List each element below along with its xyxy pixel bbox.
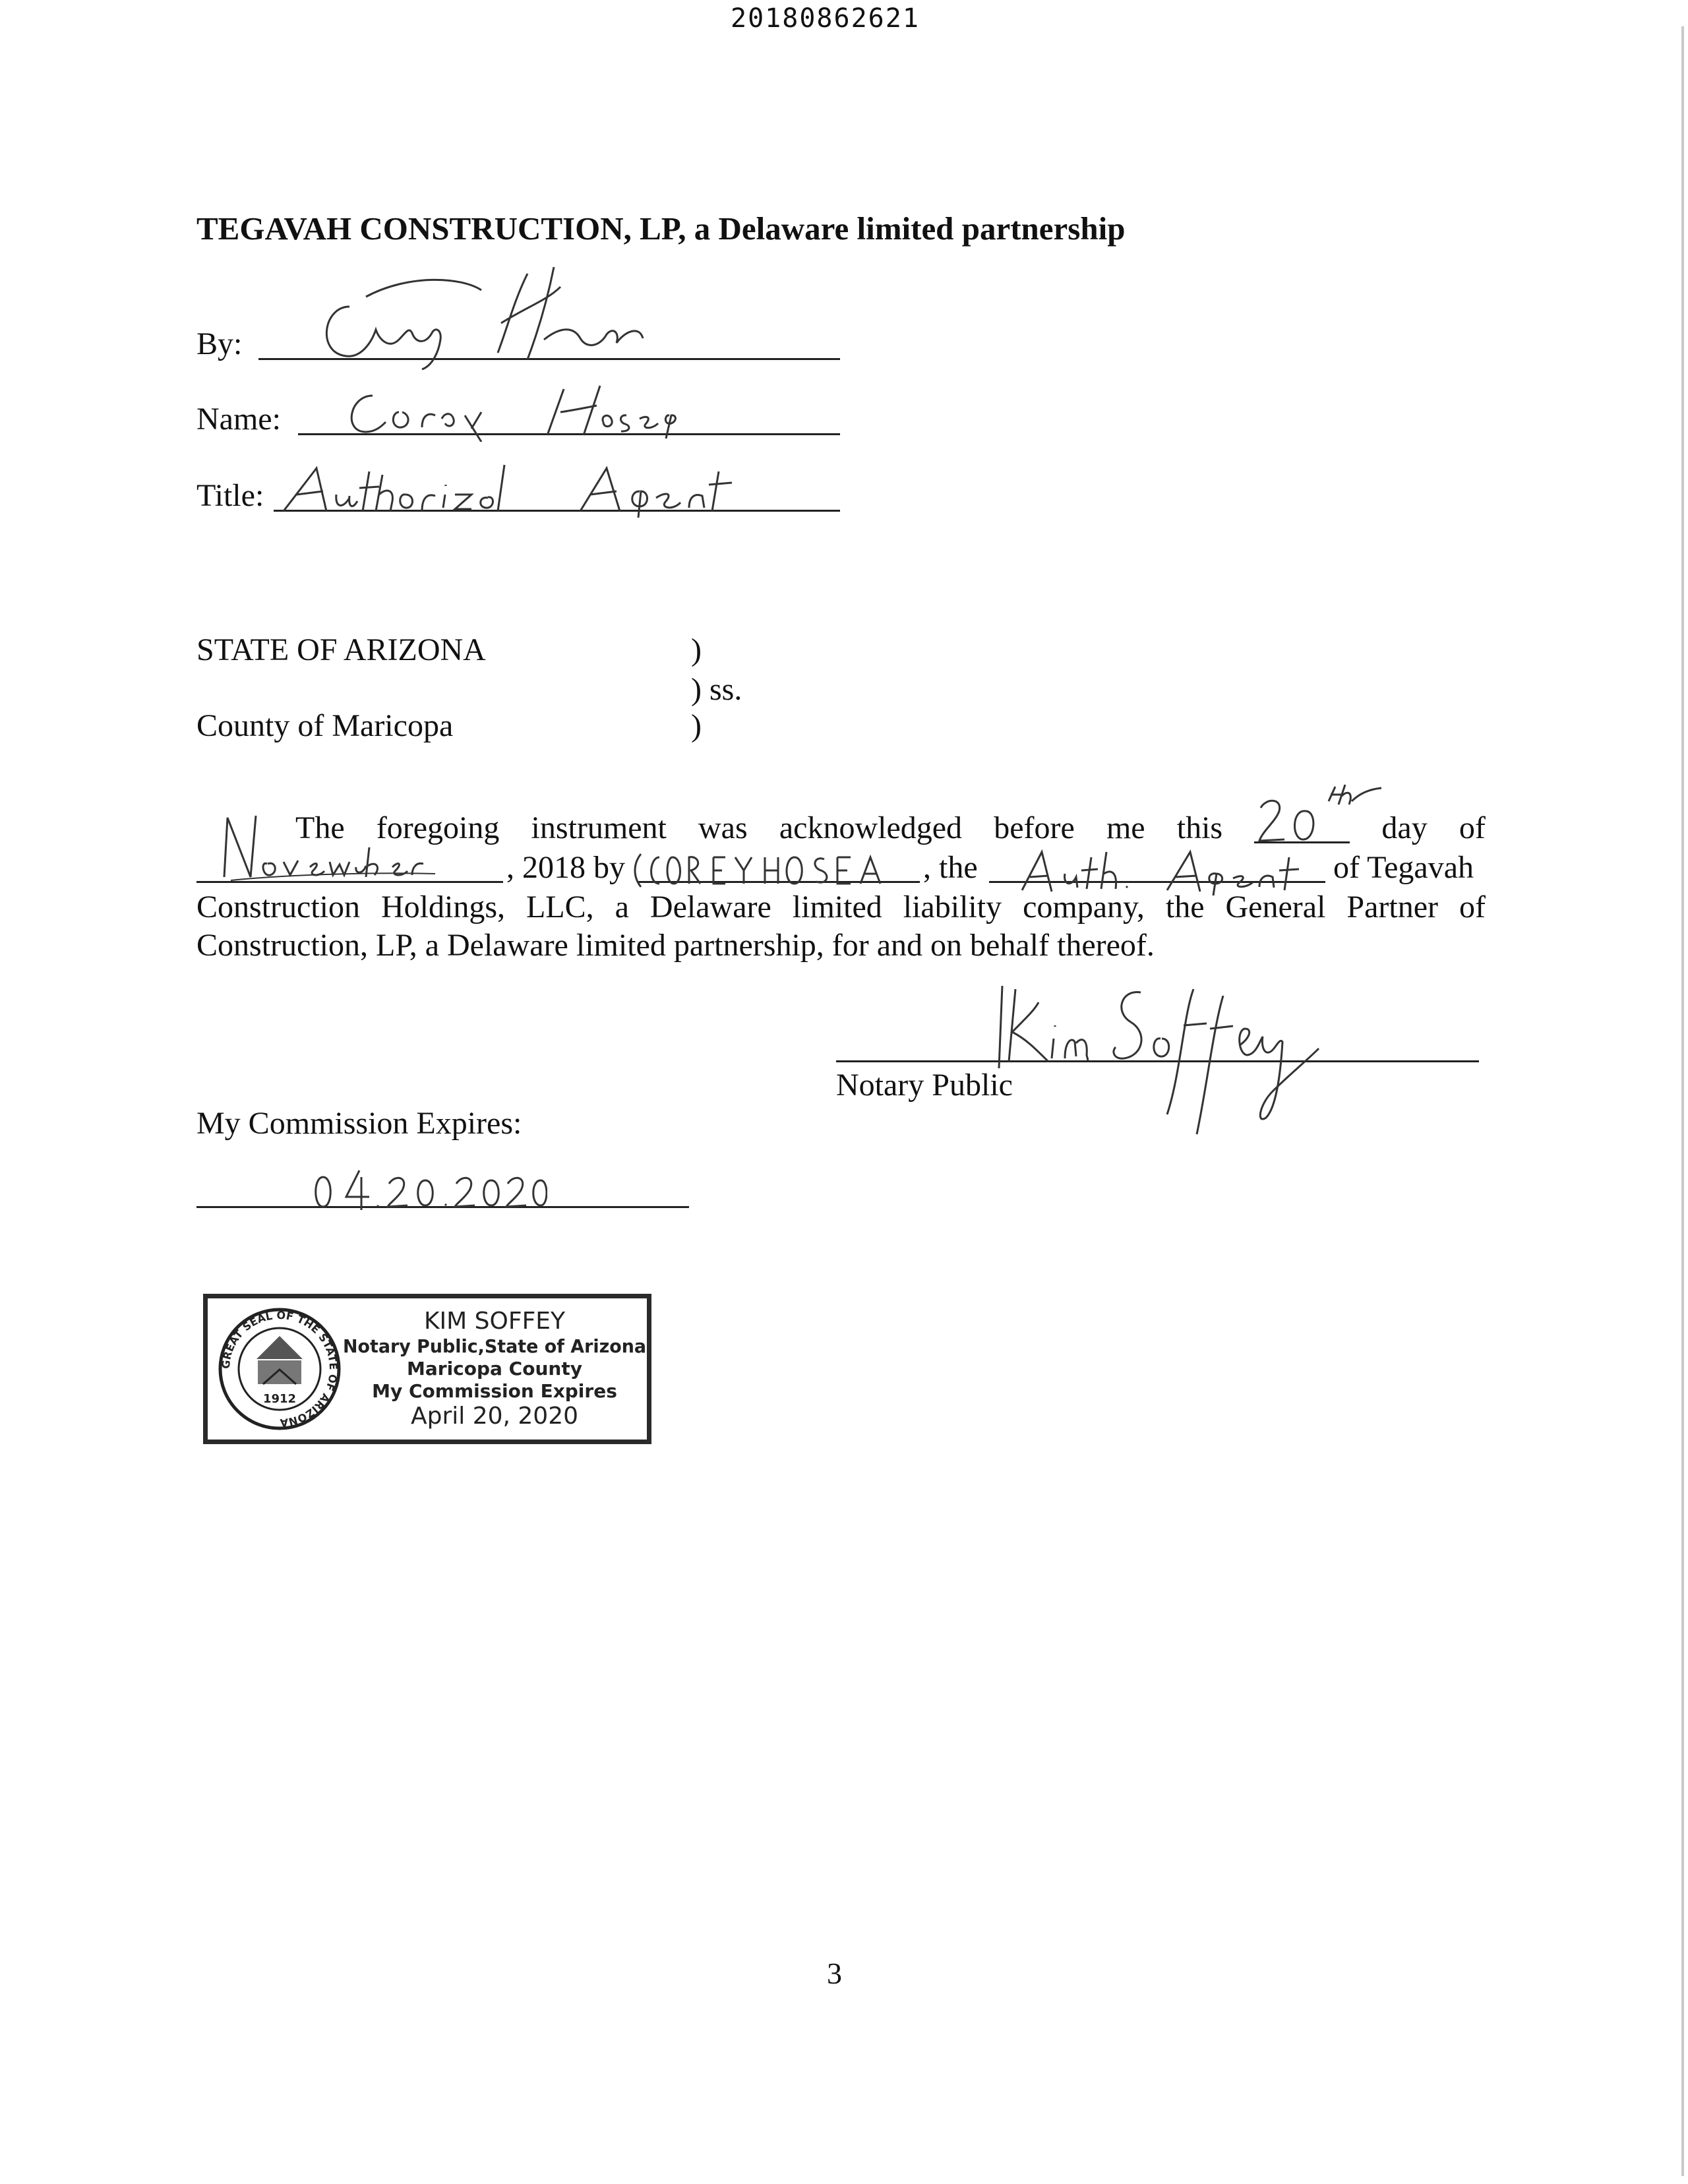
- ack-word: company,: [1023, 890, 1145, 925]
- ack-word: limited: [792, 890, 882, 925]
- ack-word: of: [1459, 810, 1486, 845]
- ack-the-text: , the: [923, 850, 978, 885]
- stamp-commission-date: April 20, 2020: [410, 1403, 579, 1430]
- ack-word: Partner: [1346, 890, 1438, 925]
- ack-word: the: [1165, 890, 1205, 925]
- ack-line-4: Construction, LP, a Delaware limited partnership, for and on behalf thereof.: [196, 928, 1155, 963]
- signer-title-handwritten: [277, 455, 752, 521]
- notary-public-label: Notary Public: [836, 1068, 1013, 1103]
- ack-day-handwritten: [1253, 781, 1385, 847]
- page-number: 3: [827, 1957, 842, 1990]
- seal-year: 1912: [262, 1392, 297, 1406]
- ack-year-text: , 2018 by: [506, 850, 625, 885]
- ack-word: instrument: [531, 810, 667, 845]
- entity-heading: TEGAVAH CONSTRUCTION, LP, a Delaware limited partnership: [196, 210, 1126, 247]
- ack-word: General: [1225, 890, 1326, 925]
- by-label: By:: [196, 326, 243, 361]
- seal-ring-text: GREAT SEAL OF THE STATE OF ARIZONA: [219, 1308, 340, 1430]
- capacity-handwritten: [1015, 844, 1332, 897]
- signer-name-handwritten: [336, 376, 706, 442]
- venue-paren-ss: ) ss.: [691, 672, 742, 707]
- commission-label: My Commission Expires:: [196, 1106, 522, 1141]
- ack-word: Holdings,: [380, 890, 505, 925]
- signer-signature: [310, 260, 679, 373]
- ack-word: liability: [903, 890, 1002, 925]
- stamp-commission-label: My Commission Expires: [372, 1380, 617, 1402]
- stamp-county: Maricopa County: [407, 1358, 582, 1380]
- stamp-text-block: [340, 1302, 649, 1441]
- month-handwritten: [218, 808, 508, 887]
- venue-paren-1: ): [691, 632, 702, 667]
- ack-word: of: [1459, 890, 1486, 925]
- venue-paren-3: ): [691, 708, 702, 743]
- notary-stamp: [203, 1294, 651, 1444]
- county-venue: County of Maricopa: [196, 708, 454, 743]
- state-venue: STATE OF ARIZONA: [196, 632, 486, 667]
- ack-line-3: [196, 892, 1486, 923]
- name-label: Name:: [196, 402, 281, 437]
- ack-word: acknowledged: [779, 810, 963, 845]
- ack-word: this: [1176, 810, 1223, 845]
- ack-of-text: of Tegavah: [1333, 850, 1474, 885]
- signer-handwritten: [633, 847, 923, 894]
- state-seal-icon: [217, 1306, 342, 1432]
- ack-word: foregoing: [376, 810, 500, 845]
- ack-word: was: [698, 810, 748, 845]
- ack-word: a: [615, 890, 629, 925]
- ack-word: Delaware: [649, 890, 771, 925]
- stamp-notary-name: KIM SOFFEY: [423, 1308, 566, 1335]
- ack-word: before: [994, 810, 1075, 845]
- ack-word: The: [295, 810, 345, 845]
- title-label: Title:: [196, 478, 264, 513]
- ack-word: Construction: [196, 890, 360, 925]
- commission-date-handwritten: [310, 1161, 547, 1213]
- ack-word: LLC,: [526, 890, 594, 925]
- stamp-notary-title: Notary Public,State of Arizona: [343, 1335, 646, 1357]
- document-number: 20180862621: [731, 3, 920, 34]
- ack-word: me: [1106, 810, 1145, 845]
- notary-signature: [976, 976, 1345, 1147]
- ack-word: day: [1381, 810, 1428, 845]
- scan-edge: [1681, 26, 1684, 2176]
